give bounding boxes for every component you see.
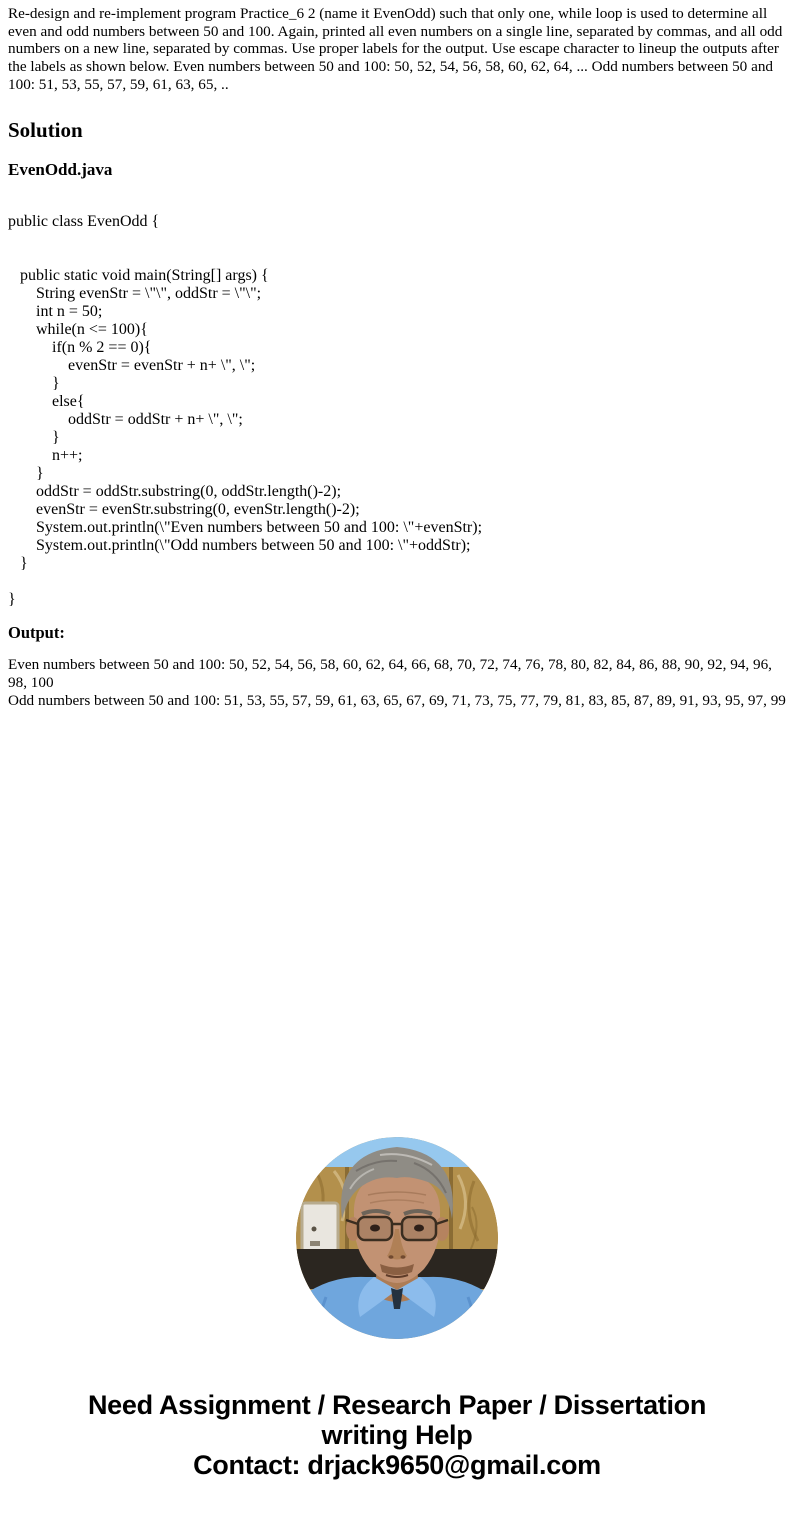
code-line: String evenStr = \"\", oddStr = \"\"; <box>8 284 262 302</box>
program-output <box>8 656 786 710</box>
code-line: System.out.println(\"Even numbers between 50 and 100: \"+evenStr); <box>8 518 483 536</box>
output-heading: Output: <box>8 622 65 642</box>
footer-line-2: writing Help <box>321 1419 473 1450</box>
tutor-portrait-photo-icon <box>296 1137 498 1339</box>
output-line: Odd numbers between 50 and 100: 51, 53, 55, 57, 59, 61, 63, 65, 67, 69, 71, 73, 75, 77, 79, 81, 83, 85, 87, 89, 91, 93, 95, 97, 99 <box>8 691 786 709</box>
assignment-prompt: Re-design and re-implement program Practice_6 2 (name it EvenOdd) such that only one, while loop is used to determine all even and odd numbers between 50 and 100. Again, printed all even numbers on a single line, separated by commas, and all odd numbers on a new line, separated by commas. Use proper labels for the output. Use escape character to lineup the outputs after the labels as shown below. Even numbers between 50 and 100: 50, 52, 54, 56, 58, 60, 62, 64, ... Odd numbers between 50 and 100: 51, 53, 55, 57, 59, 61, 63, 65, .. <box>8 5 783 93</box>
code-line: } <box>8 428 60 446</box>
solution-heading: Solution <box>8 117 83 142</box>
code-line <box>8 573 786 591</box>
footer-line-1: Need Assignment / Research Paper / Dissertation <box>87 1389 707 1420</box>
page <box>0 5 794 1480</box>
code-line <box>8 231 786 249</box>
code-line <box>8 249 786 267</box>
code-line: evenStr = evenStr.substring(0, evenStr.length()-2); <box>8 500 360 518</box>
code-line: public static void main(String[] args) { <box>8 266 269 284</box>
code-line: public class EvenOdd { <box>8 212 160 230</box>
code-line: System.out.println(\"Odd numbers between 50 and 100: \"+oddStr); <box>8 536 471 554</box>
code-line: } <box>8 374 60 392</box>
code-line: if(n % 2 == 0){ <box>8 338 152 356</box>
code-line: } <box>8 590 16 608</box>
code-line: } <box>8 464 44 482</box>
code-line: } <box>8 554 28 572</box>
avatar-row <box>0 1137 794 1339</box>
code-line: oddStr = oddStr.substring(0, oddStr.length()-2); <box>8 482 342 500</box>
code-line: int n = 50; <box>8 302 103 320</box>
code-line: n++; <box>8 446 83 464</box>
footer-banner <box>0 1390 794 1480</box>
footer-contact-email: Contact: drjack9650@gmail.com <box>193 1449 601 1480</box>
code-line: else{ <box>8 392 85 410</box>
code-line: while(n <= 100){ <box>8 320 148 338</box>
java-code-block <box>8 213 786 609</box>
output-line: Even numbers between 50 and 100: 50, 52, 54, 56, 58, 60, 62, 64, 66, 68, 70, 72, 74, 76, 78, 80, 82, 84, 86, 88, 90, 92, 94, 96, 98, 100 <box>8 655 772 691</box>
code-line: oddStr = oddStr + n+ \", \"; <box>8 410 243 428</box>
avatar <box>296 1137 498 1339</box>
file-name-heading: EvenOdd.java <box>8 159 113 179</box>
code-line: evenStr = evenStr + n+ \", \"; <box>8 356 256 374</box>
